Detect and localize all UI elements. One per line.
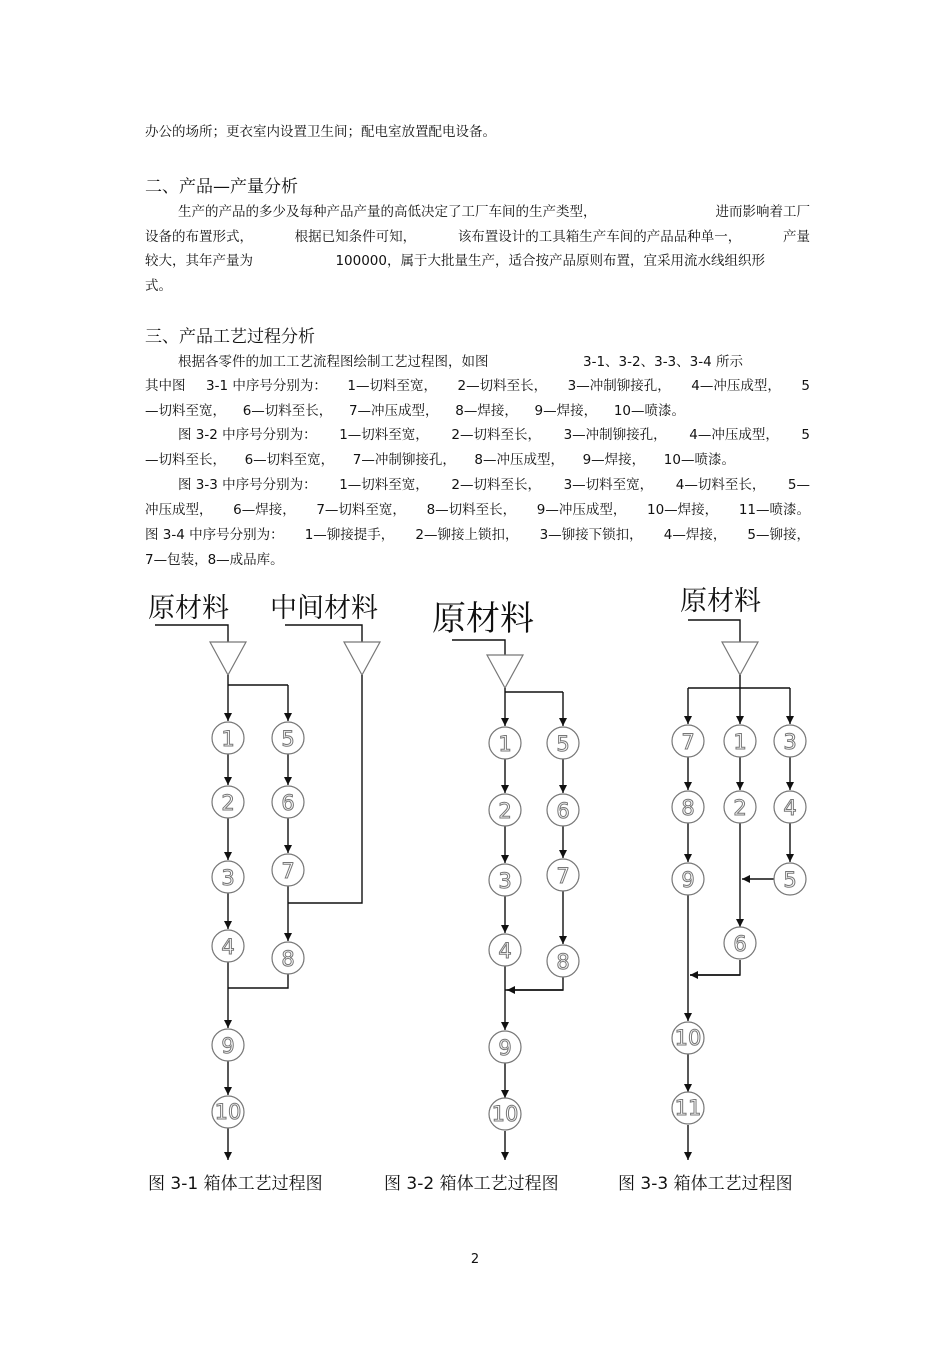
process-node — [212, 786, 244, 818]
svg-text:8: 8 — [281, 947, 295, 971]
text-run: 图 3-4 中序号分别为： — [145, 527, 284, 543]
text-run: 2—切料至长， — [451, 477, 541, 493]
text-run: 3—切料至宽， — [563, 477, 654, 493]
process-node — [212, 1096, 244, 1128]
intro-line: 办公的场所；更衣室内设置卫生间；配电室放置配电设备。 — [145, 124, 496, 140]
input-label-raw-material: 原材料 — [432, 599, 534, 639]
process-node — [672, 1092, 704, 1124]
svg-text:2: 2 — [733, 796, 747, 820]
process-node — [489, 934, 521, 966]
svg-text:8: 8 — [681, 796, 695, 820]
svg-text:7: 7 — [681, 730, 695, 754]
section3-heading: 三、产品工艺过程分析 — [145, 327, 315, 347]
input-label-intermediate-material: 中间材料 — [270, 593, 378, 624]
text-run: —切料至长， — [145, 452, 226, 468]
svg-text:5: 5 — [556, 732, 570, 756]
text-run: 设备的布置形式， — [145, 229, 253, 245]
section2-heading: 二、产品—产量分析 — [145, 177, 298, 197]
process-node — [547, 945, 579, 977]
text-run: 7—切料至宽， — [316, 502, 406, 518]
text-run: 2—切料至长， — [457, 378, 548, 394]
process-node — [272, 722, 304, 754]
flow-edge — [228, 974, 288, 988]
process-node — [212, 722, 244, 754]
storage-triangle-icon — [722, 642, 758, 675]
process-node — [212, 861, 244, 893]
figure-caption-3-2: 图 3-2 箱体工艺过程图 — [384, 1174, 559, 1194]
text-run: 4—冲压成型， — [691, 378, 781, 394]
svg-text:1: 1 — [221, 727, 235, 751]
text-run: 10—喷漆。 — [613, 403, 685, 419]
text-run: 3—冲制铆接孔， — [567, 378, 671, 394]
process-node — [489, 1031, 521, 1063]
text-run: 1—切料至宽， — [339, 427, 429, 443]
text-run: 7—冲压成型， — [348, 403, 439, 419]
input-label-raw-material: 原材料 — [680, 586, 761, 617]
storage-triangle-icon — [210, 642, 246, 675]
text-run: 根据各零件的加工工艺流程图绘制工艺过程图，如图 — [178, 354, 489, 370]
section2-para-line-4: 式。 — [145, 278, 172, 294]
text-run: 3-1 中序号分别为： — [206, 378, 327, 394]
figure-caption-3-1: 图 3-1 箱体工艺过程图 — [148, 1174, 323, 1194]
text-run: 4—冲压成型， — [689, 427, 779, 443]
process-node — [672, 863, 704, 895]
svg-text:4: 4 — [783, 796, 797, 820]
svg-text:6: 6 — [556, 799, 570, 823]
text-run: 9—焊接， — [534, 403, 598, 419]
text-run: 6—焊接， — [233, 502, 296, 518]
process-node — [724, 927, 756, 959]
text-run: 8—切料至长， — [426, 502, 517, 518]
flow-edge — [505, 977, 563, 990]
text-run: 8—冲压成型， — [474, 452, 565, 468]
svg-text:3: 3 — [221, 866, 235, 890]
svg-text:9: 9 — [221, 1034, 235, 1058]
text-run: 产量 — [782, 229, 810, 245]
text-run: 6—切料至长， — [242, 403, 333, 419]
input-leader-line — [688, 620, 740, 642]
process-node — [547, 727, 579, 759]
text-run: 3—冲制铆接孔， — [563, 427, 667, 443]
input-leader-line — [155, 625, 228, 642]
process-node — [774, 725, 806, 757]
text-run: 10—焊接， — [647, 502, 719, 518]
svg-text:4: 4 — [498, 939, 512, 963]
process-node — [489, 794, 521, 826]
svg-text:1: 1 — [733, 730, 747, 754]
process-node — [547, 859, 579, 891]
text-run: 5—铆接， — [747, 527, 810, 543]
text-run: 3—铆接下锁扣， — [539, 527, 643, 543]
input-leader-line — [285, 625, 362, 642]
text-run: 根据已知条件可知， — [294, 229, 417, 245]
svg-text:7: 7 — [281, 859, 295, 883]
input-label-raw-material: 原材料 — [148, 593, 229, 624]
text-run: 100000，属于大批量生产，适合按产品原则布置，宜采用流水线组织形 — [335, 253, 765, 269]
process-node — [272, 942, 304, 974]
svg-text:9: 9 — [498, 1036, 512, 1060]
text-run: 5— — [787, 477, 810, 493]
text-run: 8—成品库。 — [207, 552, 284, 568]
svg-text:2: 2 — [498, 799, 512, 823]
diagram-3-1 — [148, 593, 380, 1160]
text-run: 11—喷漆。 — [738, 502, 810, 518]
text-run: 9—焊接， — [582, 452, 646, 468]
text-run: 1—切料至宽， — [339, 477, 429, 493]
process-node — [212, 930, 244, 962]
text-run: 生产的产品的多少及每种产品产量的高低决定了工厂车间的生产类型， — [178, 204, 597, 220]
text-run: 较大，其年产量为 — [145, 253, 253, 269]
process-node — [212, 1029, 244, 1061]
text-run: 4—焊接， — [663, 527, 727, 543]
flow-edge — [690, 960, 740, 975]
svg-text:10: 10 — [214, 1100, 242, 1124]
svg-text:3: 3 — [783, 730, 797, 754]
text-run: 10—喷漆。 — [663, 452, 735, 468]
text-run: 7—包装， — [145, 552, 208, 568]
text-run: 图 3-2 中序号分别为： — [178, 427, 317, 443]
text-run: 8—焊接， — [455, 403, 518, 419]
text-run: 1—切料至宽， — [347, 378, 437, 394]
process-node — [272, 854, 304, 886]
process-node — [547, 794, 579, 826]
process-node — [672, 1022, 704, 1054]
process-node — [774, 863, 806, 895]
svg-text:11: 11 — [674, 1096, 702, 1120]
svg-text:5: 5 — [281, 727, 295, 751]
text-run: 3-1、3-2、3-3、3-4 所示 — [583, 354, 743, 370]
svg-text:10: 10 — [491, 1102, 519, 1126]
diagram-3-2 — [432, 599, 579, 1160]
process-node — [272, 786, 304, 818]
svg-text:4: 4 — [221, 935, 235, 959]
process-node — [774, 791, 806, 823]
text-run: 9—冲压成型， — [536, 502, 627, 518]
svg-text:8: 8 — [556, 950, 570, 974]
text-run: 冲压成型， — [145, 502, 213, 518]
process-node — [672, 725, 704, 757]
svg-text:5: 5 — [783, 868, 797, 892]
svg-text:6: 6 — [733, 932, 747, 956]
process-node — [672, 791, 704, 823]
text-run: 6—切料至宽， — [244, 452, 335, 468]
text-run: 5 — [801, 427, 810, 443]
svg-text:7: 7 — [556, 864, 570, 888]
text-run: 图 3-3 中序号分别为： — [178, 477, 317, 493]
diagram-3-3 — [672, 586, 806, 1160]
process-node — [489, 727, 521, 759]
svg-text:6: 6 — [281, 791, 295, 815]
svg-text:3: 3 — [498, 869, 512, 893]
svg-text:1: 1 — [498, 732, 512, 756]
process-node — [724, 791, 756, 823]
text-run: 其中图 — [145, 378, 186, 394]
text-run: 2—切料至长， — [451, 427, 541, 443]
process-node — [489, 1098, 521, 1130]
text-run: 进而影响着工厂 — [715, 204, 810, 220]
text-run: 1—铆接提手， — [304, 527, 395, 543]
text-run: 4—切料至长， — [675, 477, 766, 493]
input-leader-line — [452, 640, 505, 655]
svg-text:2: 2 — [221, 791, 235, 815]
text-run: 5 — [801, 378, 810, 394]
figure-caption-3-3: 图 3-3 箱体工艺过程图 — [618, 1174, 793, 1194]
text-run: 7—冲制铆接孔， — [352, 452, 456, 468]
text-run: —切料至宽， — [145, 403, 226, 419]
storage-triangle-icon — [487, 655, 523, 688]
process-node — [489, 864, 521, 896]
text-run: 该布置设计的工具箱生产车间的产品品种单一， — [457, 229, 742, 245]
process-node — [724, 725, 756, 757]
svg-text:9: 9 — [681, 868, 695, 892]
page-number: 2 — [470, 1252, 480, 1267]
text-run: 2—铆接上锁扣， — [415, 527, 519, 543]
svg-text:10: 10 — [674, 1026, 702, 1050]
storage-triangle-icon — [344, 642, 380, 675]
